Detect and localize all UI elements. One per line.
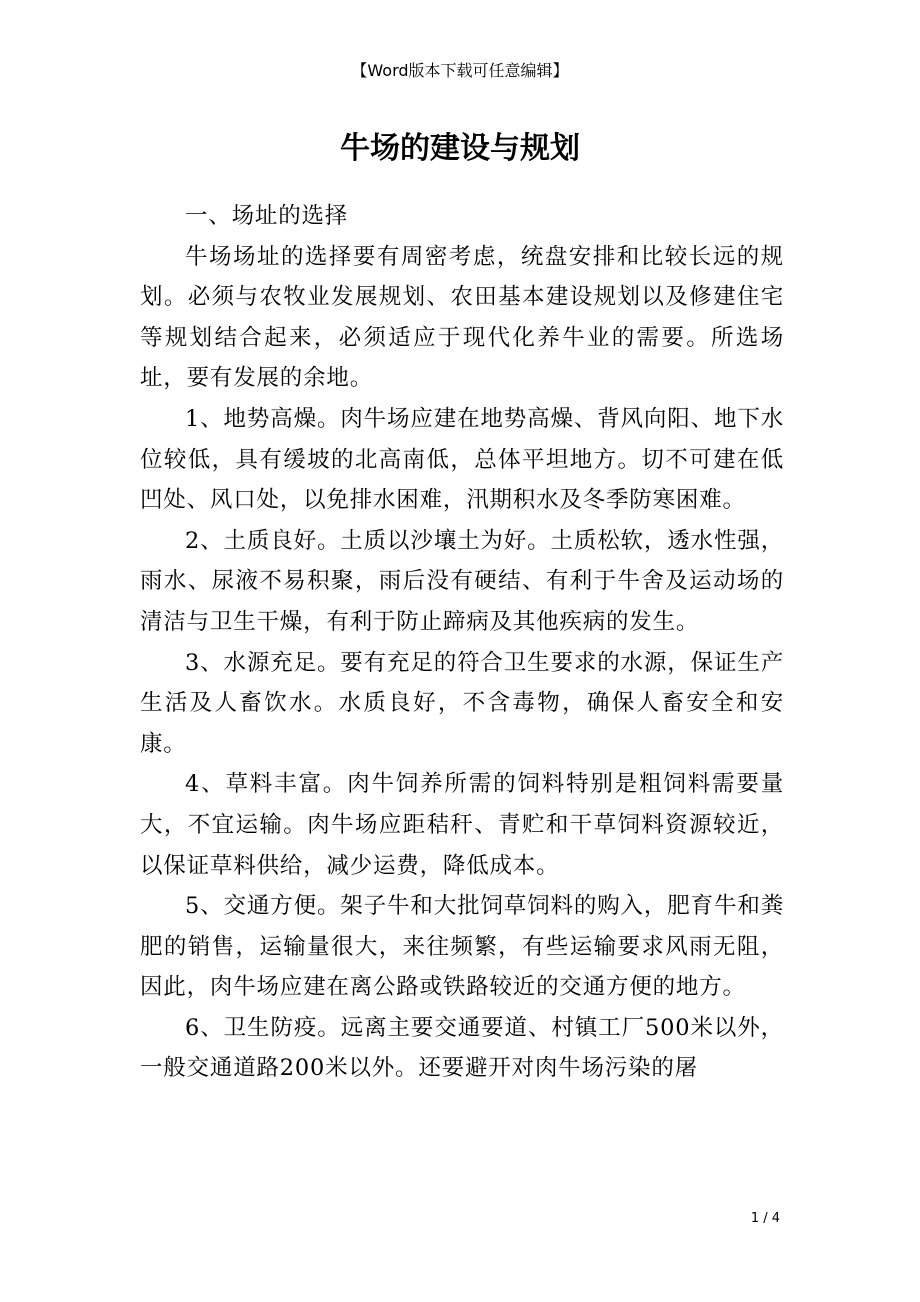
document-body [140, 196, 784, 1089]
body-paragraph: 5、交通方便。架子牛和大批饲草饲料的购入，肥育牛和粪肥的销售，运输量很大，来往频繁，有些运输要求风雨无阻，因此，肉牛场应建在离公路或铁路较近的交通方便的地方。 [140, 893, 784, 1001]
body-paragraph: 6、卫生防疫。远离主要交通要道、村镇工厂500米以外，一般交通道路200米以外。还要避开对肉牛场污染的屠 [140, 1014, 784, 1082]
page-number: 1 / 4 [750, 1211, 780, 1226]
body-paragraph: 2、土质良好。土质以沙壤土为好。土质松软，透水性强，雨水、尿液不易积聚，雨后没有硬结、有利于牛舍及运动场的清洁与卫生干燥，有利于防止蹄病及其他疾病的发生。 [140, 527, 784, 635]
body-paragraph: 牛场场址的选择要有周密考虑，统盘安排和比较长远的规划。必须与农牧业发展规划、农田基本建设规划以及修建住宅等规划结合起来，必须适应于现代化养牛业的需要。所选场址，要有发展的余地。 [140, 243, 784, 392]
body-paragraph: 1、地势高燥。肉牛场应建在地势高燥、背风向阳、地下水位较低，具有缓坡的北高南低，总体平坦地方。切不可建在低凹处、风口处，以免排水困难，汛期积水及冬季防寒困难。 [140, 405, 784, 514]
section-heading: 一、场址的选择 [185, 203, 349, 229]
document-title: 牛场的建设与规划 [340, 131, 580, 166]
body-paragraph: 4、草料丰富。肉牛饲养所需的饲料特别是粗饲料需要量大，不宜运输。肉牛场应距秸秆、青贮和干草饲料资源较近，以保证草料供给，减少运费，降低成本。 [140, 771, 784, 879]
header-note: 【Word版本下载可任意编辑】 [351, 61, 569, 80]
body-paragraph: 3、水源充足。要有充足的符合卫生要求的水源，保证生产生活及人畜饮水。水质良好，不含毒物，确保人畜安全和安康。 [140, 649, 784, 757]
